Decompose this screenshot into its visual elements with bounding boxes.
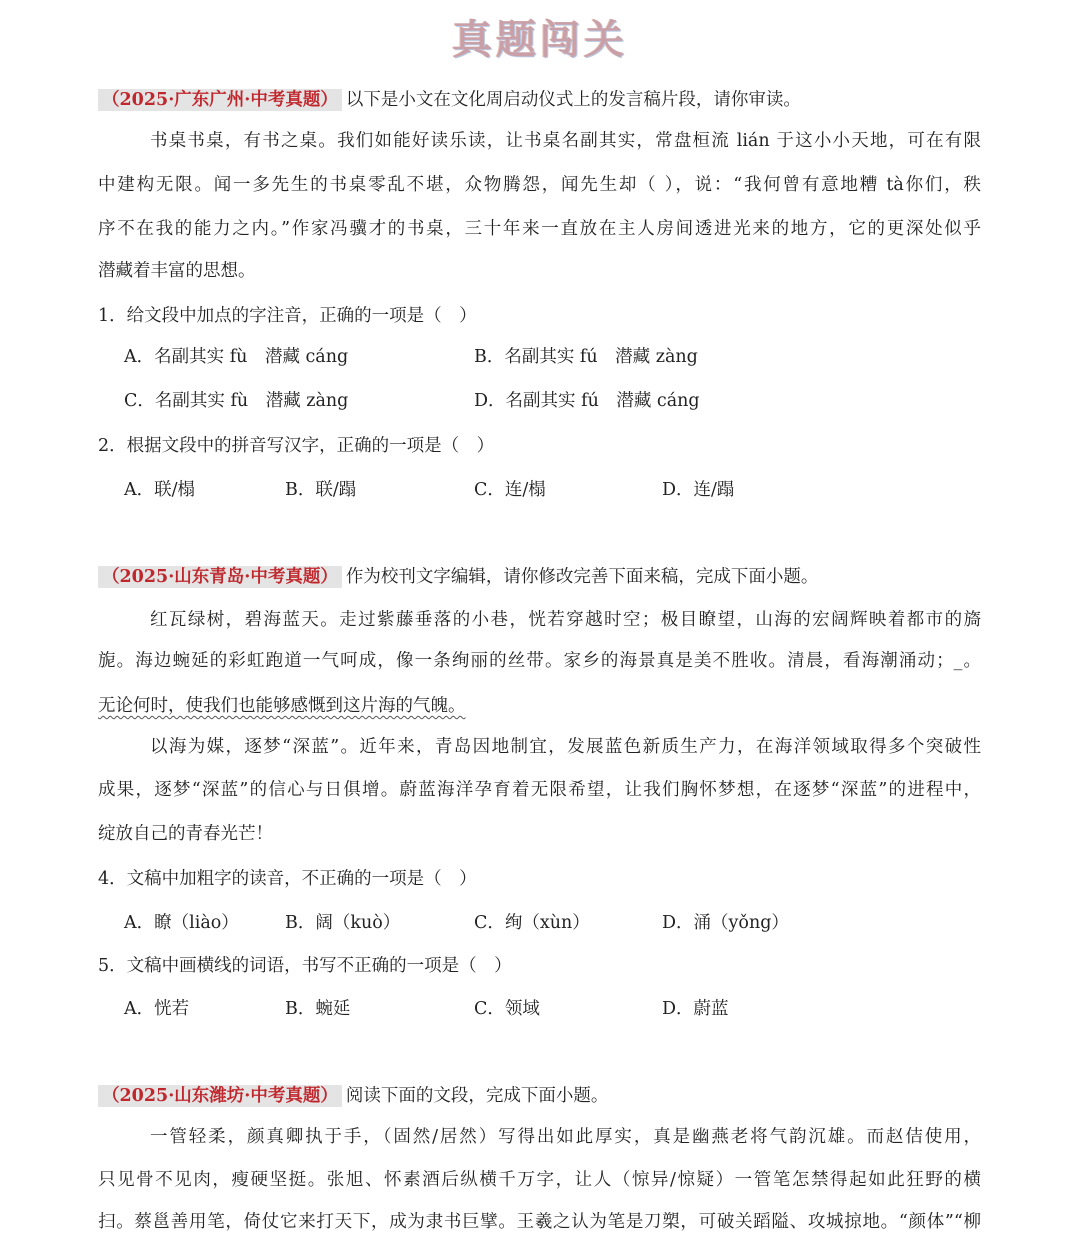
section1-passage-line-1: 书桌书桌，有书之桌。我们如能好读乐读，让书桌名副其实，常盘桓流 lián 于这小小天地，可在有限 <box>150 131 981 151</box>
q1-option-a[interactable]: A．名副其实 fù 潜藏 cáng <box>124 347 349 367</box>
section2-tag: （2025·山东青岛·中考真题） <box>98 566 342 588</box>
section1-header <box>98 88 801 112</box>
q5-option-c[interactable]: C．领域 <box>474 999 540 1019</box>
q1-option-b[interactable]: B．名副其实 fú 潜藏 zàng <box>474 347 698 367</box>
q5-option-d[interactable]: D．蔚蓝 <box>662 999 729 1019</box>
q4-option-d[interactable]: D．涌（yǒng） <box>662 913 789 933</box>
q5-option-a[interactable]: A．恍若 <box>124 999 190 1019</box>
question-2: 2．根据文段中的拼音写汉字，正确的一项是（ ） <box>98 436 495 456</box>
question-5: 5．文稿中画横线的词语，书写不正确的一项是（ ） <box>98 956 512 976</box>
section3-intro: 阅读下面的文段，完成下面小题。 <box>345 1086 609 1106</box>
question-4: 4．文稿中加粗字的读音，不正确的一项是（ ） <box>98 869 477 889</box>
section3-header <box>98 1084 608 1108</box>
q4-option-c[interactable]: C．绚（xùn） <box>474 913 590 933</box>
section2-header <box>98 565 818 589</box>
section3-tag: （2025·山东潍坊·中考真题） <box>98 1085 342 1107</box>
section1-passage-line-2: 中建构无限。闻一多先生的书桌零乱不堪，众物腾怨，闻先生却（ ），说：“我何曾有意地糟 tà你们，秩 <box>98 175 981 195</box>
section2-para2-line-3: 绽放自己的青春光芒！ <box>98 824 273 844</box>
q1-option-c[interactable]: C．名副其实 fù 潜藏 zàng <box>124 391 349 411</box>
section3-passage-line-2: 只见骨不见肉，瘦硬坚挺。张旭、怀素酒后纵横千万字，让人（惊异/惊疑）一管笔怎禁得起如此狂野的横 <box>98 1170 981 1190</box>
q1-option-d[interactable]: D．名副其实 fú 潜藏 cáng <box>474 391 700 411</box>
page-title: 真题闯关 <box>452 17 628 63</box>
section1-passage-line-3: 序不在我的能力之内。”作家冯骥才的书桌，三十年来一直放在主人房间透进光来的地方，它的更深处似乎 <box>98 219 981 239</box>
section2-para1-line-1: 红瓦绿树，碧海蓝天。走过紫藤垂落的小巷，恍若穿越时空；极目瞭望，山海的宏阔辉映着都市的旖 <box>150 610 981 630</box>
q2-option-b[interactable]: B．联/蹋 <box>285 480 357 500</box>
q4-option-a[interactable]: A．瞭（liào） <box>124 913 239 933</box>
section2-para1-line-2: 旎。海边蜿延的彩虹跑道一气呵成，像一条绚丽的丝带。家乡的海景真是美不胜收。清晨，看海潮涌动；_。 <box>98 651 981 671</box>
q2-option-d[interactable]: D．连/蹋 <box>662 480 735 500</box>
section1-tag: （2025·广东广州·中考真题） <box>98 89 342 111</box>
q4-option-b[interactable]: B．阔（kuò） <box>285 913 401 933</box>
section1-passage-line-4: 潜藏着丰富的思想。 <box>98 261 256 281</box>
q2-option-a[interactable]: A．联/榻 <box>124 480 196 500</box>
q2-option-c[interactable]: C．连/榻 <box>474 480 546 500</box>
section3-passage-line-1: 一管轻柔，颜真卿执于手，（固然/居然）写得出如此厚实，真是幽燕老将气韵沉雄。而赵佶使用， <box>150 1127 981 1147</box>
section2-intro: 作为校刊文字编辑，请你修改完善下面来稿，完成下面小题。 <box>345 567 819 587</box>
question-1: 1．给文段中加点的字注音，正确的一项是（ ） <box>98 306 477 326</box>
section2-para2-line-2: 成果，逐梦“深蓝”的信心与日俱增。蔚蓝海洋孕育着无限希望，让我们胸怀梦想，在逐梦“深蓝”的进程中， <box>98 780 981 800</box>
q5-option-b[interactable]: B．蜿延 <box>285 999 351 1019</box>
section2-para2-line-1: 以海为媒，逐梦“深蓝”。近年来，青岛因地制宜，发展蓝色新质生产力，在海洋领域取得多个突破性 <box>150 737 981 757</box>
section2-para1-line-3: 无论何时，使我们也能够感慨到这片海的气魄。 <box>98 696 466 716</box>
section1-intro: 以下是小文在文化周启动仪式上的发言稿片段，请你审读。 <box>345 90 801 110</box>
section3-passage-line-3: 扫。蔡邕善用笔，倚仗它来打天下，成为隶书巨擘。王羲之认为笔是刀槊，可破关蹈隘、攻城掠地。“颜体”“柳 <box>98 1212 981 1232</box>
